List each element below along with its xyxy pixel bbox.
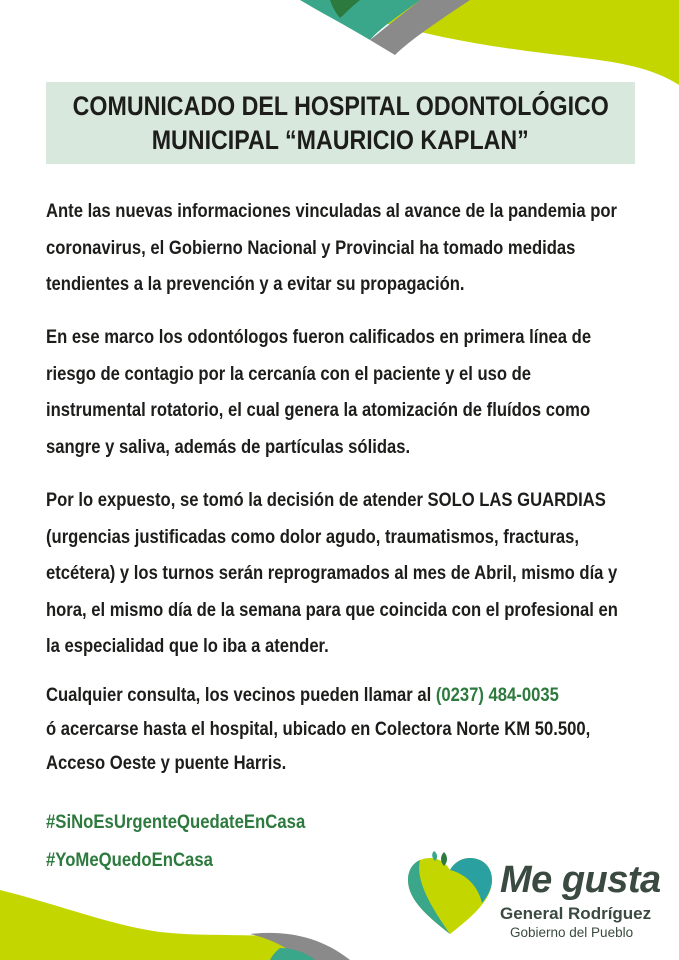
title-line-2: MUNICIPAL “MAURICIO KAPLAN” xyxy=(151,125,530,155)
logo-text xyxy=(500,860,660,941)
municipal-logo xyxy=(404,848,664,948)
paragraph-line: Por lo expuesto, se tomó la decisión de atender SOLO LAS GUARDIAS xyxy=(46,490,606,511)
hashtag: #SiNoEsUrgenteQuedateEnCasa xyxy=(46,812,306,833)
contact-prefix: Cualquier consulta, los vecinos pueden llamar al xyxy=(46,685,436,706)
paragraph-line: etcétera) y los turnos serán reprogramados al mes de Abril, mismo día y xyxy=(46,563,618,584)
top-decoration xyxy=(0,0,679,90)
logo-title: Me gusta xyxy=(500,859,661,901)
paragraph-1 xyxy=(46,194,646,304)
hashtags xyxy=(46,804,341,880)
hashtag: #YoMeQuedoEnCasa xyxy=(46,850,213,871)
paragraph-3 xyxy=(46,483,646,666)
paragraph-4 xyxy=(46,679,646,781)
phone-number: (0237) 484-0035 xyxy=(435,685,559,706)
contact-line xyxy=(46,679,571,713)
paragraph-line: hora, el mismo día de la semana para que coincida con el profesional en xyxy=(46,599,618,621)
address-line: Acceso Oeste y puente Harris. xyxy=(46,753,287,774)
paragraph-line: sangre y saliva, además de partículas sólidas. xyxy=(46,436,411,458)
title-banner xyxy=(46,82,635,164)
address-line: ó acercarse hasta el hospital, ubicado en Colectora Norte KM 50.500, xyxy=(46,719,591,740)
paragraph-line: tendientes a la prevención y a evitar su propagación. xyxy=(46,274,465,295)
logo-subtitle: General Rodríguez xyxy=(500,904,652,923)
paragraph-line: En ese marco los odontólogos fueron calificados en primera línea de xyxy=(46,327,592,348)
logo-tagline: Gobierno del Pueblo xyxy=(510,925,634,940)
paragraph-line: instrumental rotatorio, el cual genera la atomización de fluídos como xyxy=(46,400,591,421)
title-line-1: COMUNICADO DEL HOSPITAL ODONTOLÓGICO xyxy=(72,91,609,121)
paragraph-line: riesgo de contagio por la cercanía con el paciente y el uso de xyxy=(46,363,532,385)
paragraph-line: Ante las nuevas informaciones vinculadas al avance de la pandemia por xyxy=(46,201,618,222)
paragraph-line: (urgencias justificadas como dolor agudo, traumatismos, fracturas, xyxy=(46,526,580,548)
paragraph-line: la especialidad que lo iba a atender. xyxy=(46,636,329,657)
paragraph-line: coronavirus, el Gobierno Nacional y Provincial ha tomado medidas xyxy=(46,237,576,259)
heart-icon xyxy=(404,848,496,940)
paragraph-2 xyxy=(46,320,646,466)
